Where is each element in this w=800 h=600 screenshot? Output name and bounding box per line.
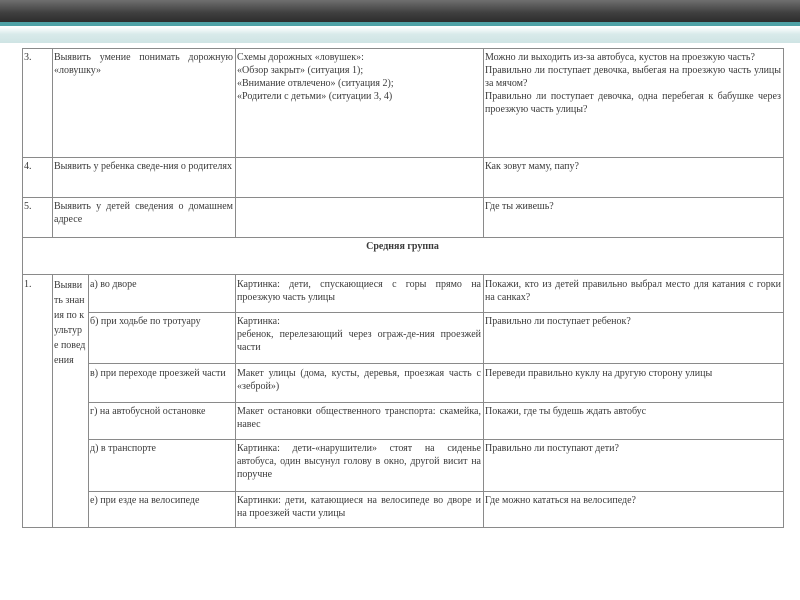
- row-number: 3.: [24, 52, 32, 63]
- row-material: Схемы дорожных «ловушек»: «Обзор закрыт» (ситуация 1); «Внимание отвлечено» (ситуация 2); «Родители с детьми» (ситуации 3, 4): [237, 52, 394, 102]
- table-border: [88, 274, 89, 528]
- row-questions: Можно ли выходить из-за автобуса, кустов на проезжую часть? Правильно ли поступает девочка, выбегая на проезжую часть улицы за мячом? Правильно ли поступает девочка, одна перебегая к бабушке через проезжую часть улицы?: [485, 52, 781, 115]
- table-border: [22, 157, 784, 158]
- sub-row-material: Картинка: ребенок, перелезающий через ограж-де-ния проезжей части: [237, 316, 481, 353]
- table-border: [235, 274, 236, 528]
- section-title: Средняя группа: [366, 241, 439, 252]
- table-border: [235, 48, 236, 238]
- row-number: 5.: [24, 201, 32, 212]
- table-border: [88, 402, 784, 403]
- table-border: [52, 274, 53, 528]
- table-border: [483, 48, 484, 238]
- table-border: [783, 48, 784, 528]
- sub-row-question: Правильно ли поступает ребенок?: [485, 316, 631, 327]
- sub-row-material: Макет улицы (дома, кусты, деревья, проезжая часть с «зеброй»): [237, 368, 481, 392]
- table-border: [88, 312, 784, 313]
- table-border: [88, 439, 784, 440]
- sub-row-question: Покажи, где ты будешь ждать автобус: [485, 406, 647, 417]
- table-border: [483, 274, 484, 528]
- sub-row-place: е) при езде на велосипеде: [90, 495, 200, 506]
- group-goal: Выявить знания по культуре поведения: [54, 280, 86, 366]
- row-questions: Где ты живешь?: [485, 201, 554, 212]
- table-border: [22, 48, 784, 49]
- sub-row-question: Переведи правильно куклу на другую сторону улицы: [485, 368, 713, 379]
- sub-row-place: а) во дворе: [90, 279, 137, 290]
- sub-row-question: Покажи, кто из детей правильно выбрал место для катания с горки на санках?: [485, 279, 781, 303]
- sub-row-place: в) при переходе проезжей части: [90, 368, 226, 379]
- sub-row-place: д) в транспорте: [90, 443, 156, 454]
- row-goal: Выявить у ребенка сведе-ния о родителях: [54, 161, 232, 172]
- row-questions: Как зовут маму, папу?: [485, 161, 579, 172]
- sub-row-place: б) при ходьбе по тротуару: [90, 316, 201, 327]
- row-goal: Выявить у детей сведения о домашнем адресе: [54, 201, 233, 225]
- sub-row-material: Картинки: дети, катающиеся на велосипеде во дворе и на проезжей части улицы: [237, 495, 481, 519]
- sub-row-question: Где можно кататься на велосипеде?: [485, 495, 636, 506]
- sub-row-material: Картинка: дети, спускающиеся с горы прямо на проезжую часть улицы: [237, 279, 481, 303]
- row-material: [235, 198, 483, 236]
- table-border: [88, 491, 784, 492]
- row-goal: Выявить умение понимать дорожную «ловушку»: [54, 52, 233, 76]
- table-border: [22, 48, 23, 528]
- row-material: [235, 158, 483, 196]
- sub-row-place: г) на автобусной остановке: [90, 406, 206, 417]
- sub-row-material: Картинка: дети-«нарушители» стоят на сиденье автобуса, один высунул голову в окно, другой висит на поручне: [237, 443, 481, 480]
- sub-row-question: Правильно ли поступают дети?: [485, 443, 619, 454]
- row-number: 4.: [24, 161, 32, 172]
- table-border: [22, 237, 784, 238]
- table-border: [52, 48, 53, 238]
- row-number: 1.: [24, 279, 32, 290]
- table-border: [22, 274, 784, 275]
- table-border: [88, 363, 784, 364]
- sub-row-material: Макет остановки общественного транспорта: скамейка, навес: [237, 406, 481, 430]
- table-border: [22, 527, 784, 528]
- table-border: [22, 197, 784, 198]
